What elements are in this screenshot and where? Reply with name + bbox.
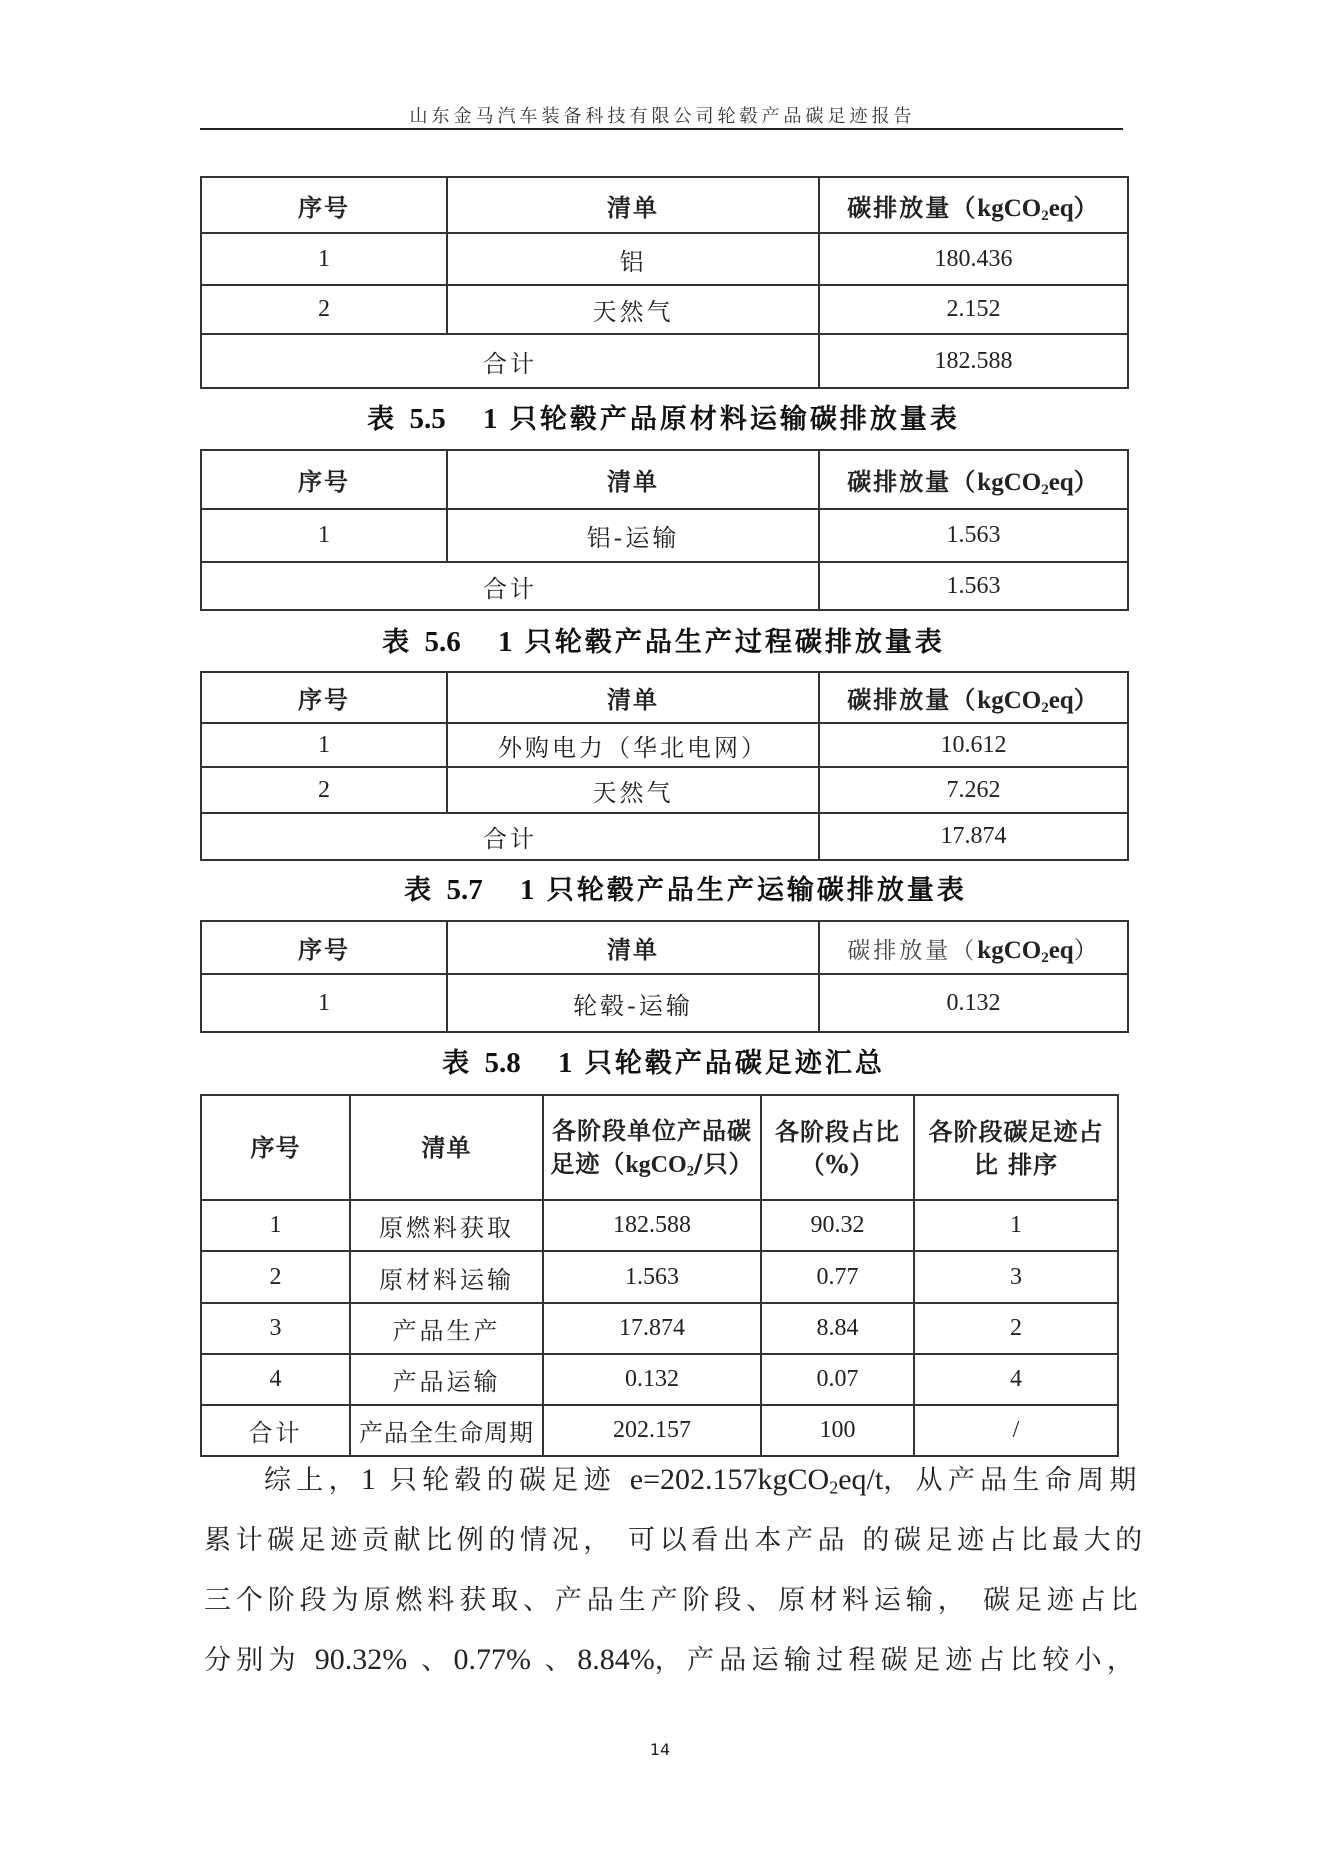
table-5-6 [200,671,1129,861]
cell-item: 铝-运输 [447,509,819,562]
cell-no: 1 [201,509,447,562]
col-header-list: 清单 [447,921,819,974]
cell-rank: 1 [914,1200,1118,1251]
table-total-row [201,1405,1118,1456]
cell-no: 1 [201,1200,350,1251]
cell-value: 0.132 [819,974,1128,1032]
caption-table-5-6: 表 5.6 1 只轮毂产品生产过程碳排放量表 [382,626,945,658]
col-header-list: 清单 [447,450,819,509]
col-header-no: 序号 [201,1095,350,1200]
cell-item: 铝 [447,233,819,285]
cell-total-label: 合计 [201,813,819,860]
cell-rank: 3 [914,1251,1118,1303]
table-5-7 [200,920,1129,1033]
cell-rank: 2 [914,1303,1118,1354]
table-5-4 [200,176,1129,389]
cell-no: 1 [201,974,447,1032]
cell-no: 2 [201,285,447,334]
col-header-no: 序号 [201,921,447,974]
paragraph-line-2: 累计碳足迹贡献比例的情况， 可以看出本产品 的碳足迹占比最大的 [204,1525,1147,1556]
table-row [201,233,1128,285]
col-header-list: 清单 [447,672,819,723]
header-rule [200,128,1123,130]
cell-total-label: 合计 [201,562,819,610]
col-header-emission: 碳排放量（kgCO$_2$eq） [819,450,1128,509]
table-row [201,1251,1118,1303]
cell-stage: 原燃料获取 [350,1200,543,1251]
table-row [201,509,1128,562]
cell-no: 合计 [201,1405,350,1456]
table-total-row [201,562,1128,610]
col-header-rank: 各阶段碳足迹占 比 排序 [914,1095,1118,1200]
table-5-5 [200,449,1129,611]
table-header-row [201,1095,1118,1200]
cell-no: 2 [201,767,447,813]
table-header-row [201,921,1128,974]
col-header-emission: 碳排放量（kgCO$_2$eq） [819,672,1128,723]
cell-share: 90.32 [761,1200,914,1251]
cell-rank: 4 [914,1354,1118,1405]
table-5-8 [200,1094,1119,1457]
table-row [201,723,1128,767]
cell-stage: 产品生产 [350,1303,543,1354]
cell-share: 8.84 [761,1303,914,1354]
cell-item: 外购电力（华北电网） [447,723,819,767]
table-row [201,1303,1118,1354]
cell-no: 1 [201,723,447,767]
cell-stage: 原材料运输 [350,1251,543,1303]
cell-value: 2.152 [819,285,1128,334]
cell-no: 1 [201,233,447,285]
cell-footprint: 1.563 [543,1251,761,1303]
col-header-footprint: 各阶段单位产品碳足迹（kgCO$_2$/只） [543,1095,761,1200]
col-header-share: 各阶段占比 （%） [761,1095,914,1200]
cell-total-value: 1.563 [819,562,1128,610]
cell-share: 0.07 [761,1354,914,1405]
table-header-row [201,177,1128,233]
cell-total-value: 182.588 [819,334,1128,388]
paragraph-line-4: 分别为 90.32% 、0.77% 、8.84%，产品运输过程碳足迹占比较小， [204,1643,1140,1676]
table-row [201,974,1128,1032]
cell-no: 4 [201,1354,350,1405]
cell-value: 180.436 [819,233,1128,285]
cell-share: 0.77 [761,1251,914,1303]
cell-item: 轮毂-运输 [447,974,819,1032]
paragraph-line-3: 三个阶段为原燃料获取、产品生产阶段、原材料运输， 碳足迹占比 [204,1585,1143,1616]
cell-stage: 产品全生命周期 [350,1405,543,1456]
col-header-list: 清单 [447,177,819,233]
cell-total-value: 17.874 [819,813,1128,860]
table-total-row [201,334,1128,388]
paragraph-line-1: 综上，1 只轮毂的碳足迹 e=202.157kgCO$_2$eq/t，从产品生命周期 [264,1463,1142,1498]
col-header-no: 序号 [201,672,447,723]
caption-table-5-5: 表 5.5 1 只轮毂产品原材料运输碳排放量表 [367,403,960,435]
cell-no: 2 [201,1251,350,1303]
table-header-row [201,450,1128,509]
caption-table-5-7: 表 5.7 1 只轮毂产品生产运输碳排放量表 [404,874,967,906]
cell-stage: 产品运输 [350,1354,543,1405]
cell-rank: / [914,1405,1118,1456]
running-header: 山东金马汽车装备科技有限公司轮毂产品碳足迹报告 [409,106,916,127]
table-row [201,1200,1118,1251]
table-total-row [201,813,1128,860]
table-row [201,767,1128,813]
cell-footprint: 202.157 [543,1405,761,1456]
table-row [201,285,1128,334]
cell-value: 1.563 [819,509,1128,562]
col-header-no: 序号 [201,450,447,509]
cell-share: 100 [761,1405,914,1456]
col-header-emission: 碳排放量（kgCO$_2$eq） [819,921,1128,974]
cell-item: 天然气 [447,767,819,813]
cell-footprint: 0.132 [543,1354,761,1405]
cell-value: 7.262 [819,767,1128,813]
col-header-list: 清单 [350,1095,543,1200]
col-header-no: 序号 [201,177,447,233]
cell-footprint: 17.874 [543,1303,761,1354]
page-number: 14 [649,1740,671,1759]
col-header-emission: 碳排放量（kgCO$_2$eq） [819,177,1128,233]
table-header-row [201,672,1128,723]
cell-value: 10.612 [819,723,1128,767]
table-row [201,1354,1118,1405]
cell-no: 3 [201,1303,350,1354]
cell-total-label: 合计 [201,334,819,388]
caption-table-5-8: 表 5.8 1 只轮毂产品碳足迹汇总 [442,1047,885,1079]
cell-item: 天然气 [447,285,819,334]
cell-footprint: 182.588 [543,1200,761,1251]
